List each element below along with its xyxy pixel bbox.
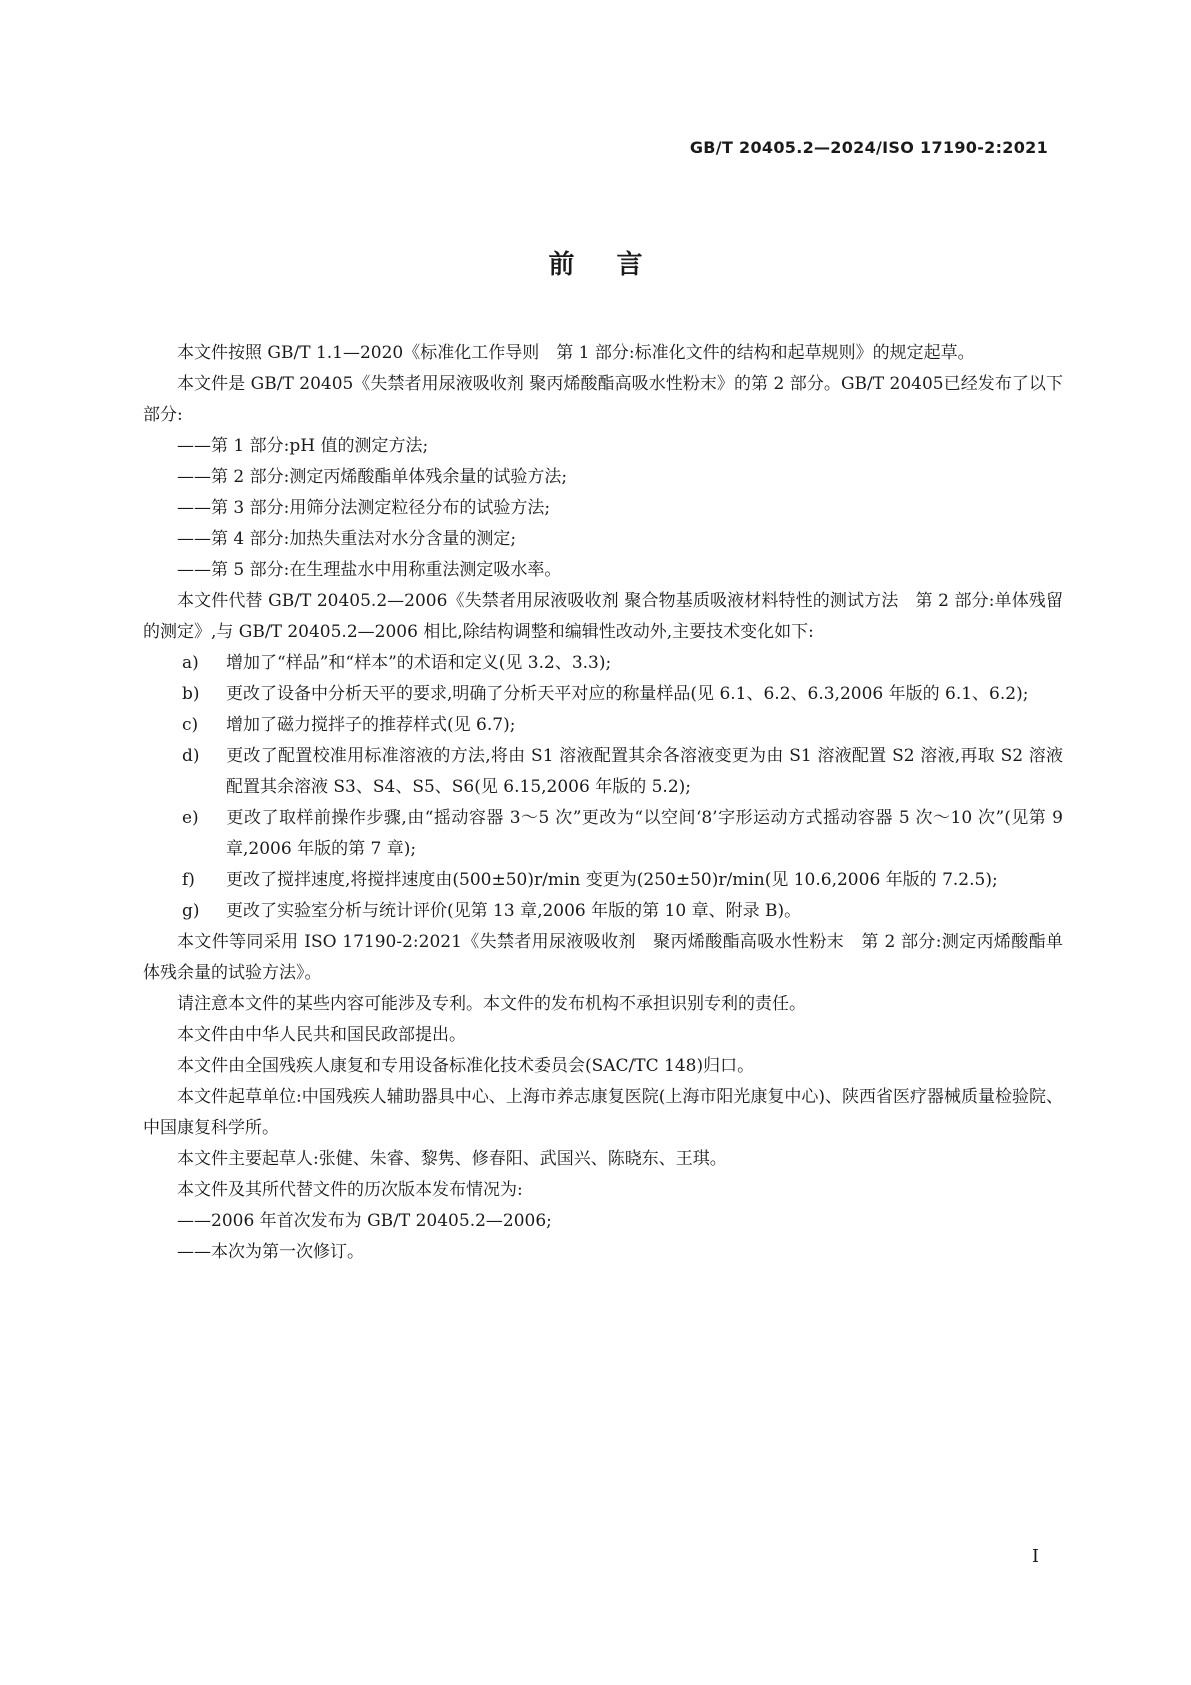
change-text: 更改了搅拌速度,将搅拌速度由(500±50)r/min 变更为(250±50)r/min(见 10.6,2006 年版的 7.2.5);: [226, 870, 998, 890]
list-item: ——第 3 部分:用筛分法测定粒径分布的试验方法;: [177, 498, 551, 518]
page-number: I: [1031, 1546, 1039, 1567]
list-item: ——第 2 部分:测定丙烯酸酯单体残余量的试验方法;: [177, 467, 568, 487]
change-item: [143, 803, 1063, 865]
paragraph-replacement: 本文件代替 GB/T 20405.2—2006《失禁者用尿液吸收剂 聚合物基质吸液材料特性的测试方法 第 2 部分:单体残留的测定》,与 GB/T 20405.2—2006 相比,除结构调整和编辑性改动外,主要技术变化如下:: [143, 591, 1063, 642]
change-item: [143, 865, 1063, 896]
change-text: 增加了磁力搅拌子的推荐样式(见 6.7);: [226, 715, 516, 735]
change-label: g): [182, 901, 200, 921]
history-item: ——本次为第一次修订。: [177, 1242, 364, 1262]
list-item: ——第 4 部分:加热失重法对水分含量的测定;: [177, 529, 517, 549]
change-label: a): [182, 653, 199, 673]
foreword-body: [143, 338, 1063, 1268]
list-item: ——第 1 部分:pH 值的测定方法;: [177, 436, 429, 456]
paragraph-proposer: 本文件由中华人民共和国民政部提出。: [177, 1025, 466, 1045]
change-label: d): [182, 746, 200, 766]
change-item: [143, 648, 1063, 679]
paragraph-equivalence: 本文件等同采用 ISO 17190-2:2021《失禁者用尿液吸收剂 聚丙烯酸酯高吸水性粉末 第 2 部分:测定丙烯酸酯单体残余量的试验方法》。: [143, 932, 1063, 983]
change-label: e): [182, 808, 199, 828]
change-item: [143, 679, 1063, 710]
change-text: 增加了“样品”和“样本”的术语和定义(见 3.2、3.3);: [226, 653, 612, 673]
paragraph-series-info: 本文件是 GB/T 20405《失禁者用尿液吸收剂 聚丙烯酸酯高吸水性粉末》的第 2 部分。GB/T 20405已经发布了以下部分:: [143, 374, 1063, 425]
list-item: ——第 5 部分:在生理盐水中用称重法测定吸水率。: [177, 560, 562, 580]
change-text: 更改了实验室分析与统计评价(见第 13 章,2006 年版的第 10 章、附录 B)。: [226, 901, 802, 921]
change-label: c): [182, 715, 199, 735]
paragraph-patent-notice: 请注意本文件的某些内容可能涉及专利。本文件的发布机构不承担识别专利的责任。: [177, 994, 806, 1014]
paragraph-drafters: 本文件主要起草人:张健、朱睿、黎隽、修春阳、武国兴、陈晓东、王琪。: [177, 1149, 727, 1169]
change-label: b): [182, 684, 200, 704]
change-text: 更改了取样前操作步骤,由“摇动容器 3～5 次”更改为“以空间‘8’字形运动方式摇动容器 5 次～10 次”(见第 9 章,2006 年版的第 7 章);: [226, 808, 1063, 859]
change-label: f): [182, 870, 195, 890]
page-title: 前言: [548, 250, 685, 280]
history-item: ——2006 年首次发布为 GB/T 20405.2—2006;: [177, 1211, 552, 1231]
paragraph-drafting-units: 本文件起草单位:中国残疾人辅助器具中心、上海市养志康复医院(上海市阳光康复中心)、陕西省医疗器械质量检验院、中国康复科学所。: [143, 1087, 1063, 1138]
paragraph-history-intro: 本文件及其所代替文件的历次版本发布情况为:: [177, 1180, 523, 1200]
change-text: 更改了设备中分析天平的要求,明确了分析天平对应的称量样品(见 6.1、6.2、6.3,2006 年版的 6.1、6.2);: [226, 684, 1029, 704]
paragraph-committee: 本文件由全国残疾人康复和专用设备标准化技术委员会(SAC/TC 148)归口。: [177, 1056, 755, 1076]
paragraph-drafting-rules: 本文件按照 GB/T 1.1—2020《标准化工作导则 第 1 部分:标准化文件的结构和起草规则》的规定起草。: [177, 343, 975, 363]
change-text: 更改了配置校准用标准溶液的方法,将由 S1 溶液配置其余各溶液变更为由 S1 溶液配置 S2 溶液,再取 S2 溶液配置其余溶液 S3、S4、S5、S6(见 6.15,2006 年版的 5.2);: [226, 746, 1063, 797]
change-item: [143, 896, 1063, 927]
change-item: [143, 710, 1063, 741]
change-item: [143, 741, 1063, 803]
document-code: GB/T 20405.2—2024/ISO 17190-2:2021: [689, 138, 1048, 157]
